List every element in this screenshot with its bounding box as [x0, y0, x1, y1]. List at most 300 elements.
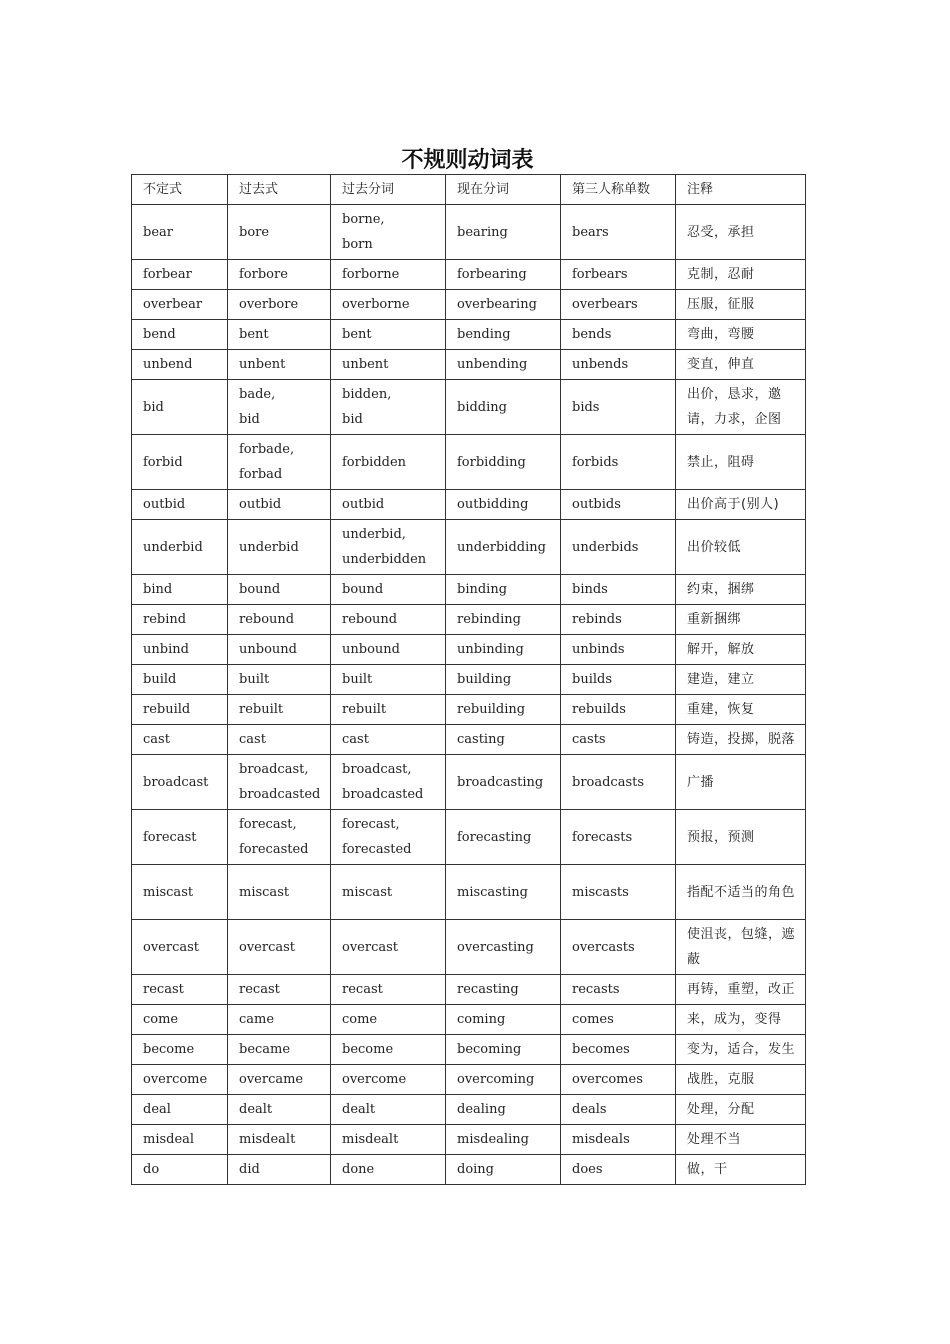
table-row: [132, 320, 806, 350]
cell-text: misdeal: [143, 1132, 195, 1147]
cell-text: recast: [143, 982, 184, 997]
cell-text: rebound: [342, 612, 398, 627]
cell-text: 变为，适合，发生: [687, 1042, 796, 1057]
cell-text: unbend: [143, 357, 193, 372]
cell-note: [676, 865, 806, 920]
cell-text: bind: [143, 582, 173, 597]
cell-text: bid: [143, 399, 164, 415]
cell-present-participle: [446, 350, 561, 380]
cell-note: [676, 1065, 806, 1095]
table-row: [132, 755, 806, 810]
cell-text: 出价较低: [687, 539, 742, 555]
cell-text: underbid: [239, 539, 299, 555]
cell-note: [676, 975, 806, 1005]
table-row: [132, 205, 806, 260]
cell-third-person-singular: [561, 920, 676, 975]
cell-note: [676, 575, 806, 605]
cell-past-participle: [331, 1005, 446, 1035]
cell-text: forecast,: [239, 817, 297, 832]
cell-text: miscast: [143, 884, 194, 900]
table-row: [132, 380, 806, 435]
cell-note: [676, 350, 806, 380]
cell-past-participle: [331, 635, 446, 665]
cell-text: recasting: [457, 982, 519, 997]
cell-past-tense: [228, 1035, 331, 1065]
cell-text: forbade,: [239, 442, 295, 457]
cell-text: broadcast: [143, 774, 209, 790]
table-row: [132, 725, 806, 755]
cell-text: forbears: [572, 267, 628, 282]
cell-present-participle: [446, 725, 561, 755]
cell-past-tense: [228, 605, 331, 635]
cell-infinitive: [132, 755, 228, 810]
cell-past-tense: [228, 1065, 331, 1095]
cell-present-participle: [446, 205, 561, 260]
cell-text: 压服，征服: [687, 297, 755, 312]
cell-text: rebuilt: [342, 702, 387, 717]
cell-infinitive: [132, 1155, 228, 1185]
cell-text: underbid,: [342, 527, 406, 542]
cell-note: [676, 1095, 806, 1125]
cell-text: misdealing: [457, 1132, 529, 1147]
cell-text: miscast: [342, 884, 393, 900]
cell-text: forborne: [342, 267, 400, 282]
cell-note: [676, 665, 806, 695]
cell-text: bidding: [457, 399, 507, 415]
cell-text: unbinding: [457, 642, 524, 657]
cell-text: forbad: [239, 467, 283, 482]
cell-note: [676, 490, 806, 520]
table-row: [132, 635, 806, 665]
cell-text: does: [572, 1162, 603, 1177]
cell-past-participle: [331, 605, 446, 635]
cell-text: 忍受，承担: [687, 224, 755, 240]
cell-present-participle: [446, 920, 561, 975]
cell-text: 广播: [687, 774, 715, 790]
cell-infinitive: [132, 260, 228, 290]
cell-present-participle: [446, 975, 561, 1005]
cell-text: comes: [572, 1012, 614, 1027]
cell-text: misdealt: [342, 1132, 399, 1147]
cell-text: building: [457, 672, 512, 687]
cell-note: [676, 605, 806, 635]
cell-infinitive: [132, 975, 228, 1005]
cell-text: bend: [143, 327, 176, 342]
cell-text: built: [342, 672, 373, 687]
cell-text: unbending: [457, 357, 528, 372]
cell-text: forbearing: [457, 267, 527, 282]
cell-infinitive: [132, 1095, 228, 1125]
cell-note: [676, 520, 806, 575]
cell-infinitive: [132, 1065, 228, 1095]
cell-past-participle: [331, 435, 446, 490]
cell-past-participle: [331, 725, 446, 755]
table-row: [132, 1035, 806, 1065]
cell-third-person-singular: [561, 1065, 676, 1095]
cell-note: [676, 1005, 806, 1035]
cell-past-tense: [228, 635, 331, 665]
cell-text: forecasting: [457, 829, 532, 845]
cell-text: do: [143, 1162, 160, 1177]
cell-text: did: [239, 1162, 260, 1177]
cell-text: 做，干: [687, 1162, 728, 1177]
cell-text: bid: [239, 412, 260, 427]
cell-text: 弯曲，弯腰: [687, 327, 755, 342]
cell-text: 来，成为，变得: [687, 1012, 782, 1027]
cell-text: overcoming: [457, 1072, 535, 1087]
cell-text: forbear: [143, 267, 192, 282]
cell-present-participle: [446, 1125, 561, 1155]
cell-text: recasts: [572, 982, 620, 997]
cell-text: outbid: [143, 497, 186, 512]
cell-infinitive: [132, 520, 228, 575]
cell-text: born: [342, 237, 373, 252]
cell-infinitive: [132, 205, 228, 260]
table-row: [132, 290, 806, 320]
cell-third-person-singular: [561, 520, 676, 575]
cell-third-person-singular: [561, 260, 676, 290]
cell-past-participle: [331, 975, 446, 1005]
cell-third-person-singular: [561, 575, 676, 605]
cell-past-tense: [228, 575, 331, 605]
cell-text: miscast: [239, 884, 290, 900]
cell-past-tense: [228, 350, 331, 380]
cell-infinitive: [132, 635, 228, 665]
cell-text: overbear: [143, 297, 203, 312]
cell-past-tense: [228, 725, 331, 755]
cell-text: 变直，伸直: [687, 357, 755, 372]
cell-text: 约束，捆绑: [687, 582, 755, 597]
cell-third-person-singular: [561, 695, 676, 725]
cell-text: bidden,: [342, 387, 392, 402]
cell-text: forecasted: [239, 842, 309, 857]
cell-note: [676, 725, 806, 755]
cell-text: dealt: [239, 1102, 273, 1117]
cell-text: miscasts: [572, 884, 629, 900]
cell-text: outbidding: [457, 497, 529, 512]
cell-past-participle: [331, 350, 446, 380]
cell-present-participle: [446, 635, 561, 665]
cell-present-participle: [446, 520, 561, 575]
page-title: 不规则动词表: [401, 148, 534, 173]
cell-text: overbearing: [457, 297, 537, 312]
cell-past-participle: [331, 320, 446, 350]
cell-text: overbears: [572, 297, 638, 312]
cell-text: bade,: [239, 387, 276, 402]
cell-text: dealt: [342, 1102, 376, 1117]
cell-text: rebound: [239, 612, 295, 627]
table-row: [132, 1065, 806, 1095]
cell-text: become: [143, 1042, 195, 1057]
table-row: [132, 695, 806, 725]
cell-past-participle: [331, 290, 446, 320]
cell-past-participle: [331, 1065, 446, 1095]
table-row: [132, 605, 806, 635]
cell-text: overcome: [342, 1072, 407, 1087]
cell-text: overcame: [239, 1072, 304, 1087]
cell-present-participle: [446, 380, 561, 435]
cell-third-person-singular: [561, 755, 676, 810]
cell-note: [676, 1035, 806, 1065]
cell-text: build: [143, 672, 177, 687]
header-past-tense: 过去式: [228, 175, 331, 205]
cell-text: deal: [143, 1102, 171, 1117]
cell-past-participle: [331, 490, 446, 520]
cell-text: cast: [143, 732, 170, 747]
cell-text: forecasts: [572, 829, 633, 845]
cell-present-participle: [446, 320, 561, 350]
cell-note: [676, 1155, 806, 1185]
cell-text: 出价高于(别人): [687, 497, 780, 512]
cell-text: unbind: [143, 642, 189, 657]
cell-text: forbids: [572, 454, 619, 470]
cell-present-participle: [446, 1065, 561, 1095]
verb-table: [131, 174, 806, 1185]
cell-text: recast: [239, 982, 280, 997]
cell-text: came: [239, 1012, 275, 1027]
cell-past-participle: [331, 810, 446, 865]
cell-text: unbinds: [572, 642, 625, 657]
cell-note: [676, 290, 806, 320]
cell-past-participle: [331, 1095, 446, 1125]
table-row: [132, 260, 806, 290]
cell-past-participle: [331, 755, 446, 810]
cell-note: [676, 1125, 806, 1155]
cell-text: 指配不适当的角色: [687, 884, 796, 900]
cell-text: forbidden: [342, 454, 407, 470]
cell-text: broadcasting: [457, 774, 544, 790]
table-header-row: [132, 175, 806, 205]
cell-text: broadcast,: [239, 762, 309, 777]
cell-note: [676, 260, 806, 290]
cell-text: rebuilds: [572, 702, 626, 717]
cell-infinitive: [132, 290, 228, 320]
cell-text: 使沮丧，包缝，遮蔽: [687, 927, 796, 967]
cell-text: binds: [572, 582, 608, 597]
cell-text: 处理，分配: [687, 1102, 755, 1117]
table-row: [132, 920, 806, 975]
cell-text: 重建，恢复: [687, 702, 755, 717]
cell-text: 预报，预测: [687, 829, 755, 845]
cell-text: outbid: [342, 497, 385, 512]
cell-text: 克制，忍耐: [687, 267, 755, 282]
cell-present-participle: [446, 755, 561, 810]
table-row: [132, 1125, 806, 1155]
cell-present-participle: [446, 1035, 561, 1065]
cell-text: bent: [239, 327, 269, 342]
cell-present-participle: [446, 1095, 561, 1125]
cell-third-person-singular: [561, 205, 676, 260]
cell-text: underbid: [143, 539, 203, 555]
cell-text: 重新捆绑: [687, 612, 742, 627]
header-infinitive: 不定式: [132, 175, 228, 205]
header-present-participle: 现在分词: [446, 175, 561, 205]
cell-text: forecast: [143, 829, 197, 845]
cell-text: overcast: [143, 939, 200, 955]
table-body: [132, 205, 806, 1185]
cell-third-person-singular: [561, 290, 676, 320]
cell-text: bears: [572, 224, 609, 240]
cell-present-participle: [446, 605, 561, 635]
cell-third-person-singular: [561, 1155, 676, 1185]
cell-infinitive: [132, 350, 228, 380]
cell-text: casts: [572, 732, 606, 747]
cell-text: forecast,: [342, 817, 400, 832]
cell-present-participle: [446, 490, 561, 520]
table-row: [132, 490, 806, 520]
cell-text: misdeals: [572, 1132, 630, 1147]
cell-third-person-singular: [561, 320, 676, 350]
cell-text: bound: [342, 582, 384, 597]
cell-third-person-singular: [561, 1095, 676, 1125]
cell-past-tense: [228, 1125, 331, 1155]
header-past-participle: 过去分词: [331, 175, 446, 205]
cell-past-tense: [228, 755, 331, 810]
cell-past-tense: [228, 320, 331, 350]
cell-text: deals: [572, 1102, 607, 1117]
cell-text: bending: [457, 327, 511, 342]
cell-text: borne,: [342, 212, 385, 227]
cell-text: unbound: [239, 642, 297, 657]
cell-past-tense: [228, 205, 331, 260]
cell-text: broadcast,: [342, 762, 412, 777]
cell-text: bearing: [457, 224, 508, 240]
cell-note: [676, 810, 806, 865]
cell-past-tense: [228, 920, 331, 975]
cell-past-tense: [228, 1155, 331, 1185]
cell-third-person-singular: [561, 1005, 676, 1035]
cell-infinitive: [132, 810, 228, 865]
cell-text: recast: [342, 982, 383, 997]
cell-infinitive: [132, 490, 228, 520]
cell-text: builds: [572, 672, 613, 687]
cell-third-person-singular: [561, 810, 676, 865]
cell-text: overbore: [239, 297, 299, 312]
cell-note: [676, 920, 806, 975]
cell-text: 解开，解放: [687, 642, 755, 657]
cell-past-participle: [331, 380, 446, 435]
cell-text: casting: [457, 732, 505, 747]
cell-text: forecasted: [342, 842, 412, 857]
cell-text: overborne: [342, 297, 410, 312]
cell-text: bear: [143, 224, 173, 240]
cell-past-participle: [331, 1125, 446, 1155]
header-third-person-singular: 第三人称单数: [561, 175, 676, 205]
cell-text: bid: [342, 412, 363, 427]
cell-text: bent: [342, 327, 372, 342]
cell-third-person-singular: [561, 490, 676, 520]
header-notes: 注释: [676, 175, 806, 205]
table-row: [132, 520, 806, 575]
cell-text: became: [239, 1042, 291, 1057]
cell-text: 建造，建立: [687, 672, 755, 687]
cell-third-person-singular: [561, 605, 676, 635]
table-row: [132, 975, 806, 1005]
cell-third-person-singular: [561, 665, 676, 695]
cell-present-participle: [446, 435, 561, 490]
cell-note: [676, 695, 806, 725]
table-row: [132, 575, 806, 605]
cell-text: come: [342, 1012, 378, 1027]
cell-text: outbid: [239, 497, 282, 512]
cell-text: forbid: [143, 454, 183, 470]
cell-present-participle: [446, 260, 561, 290]
cell-present-participle: [446, 810, 561, 865]
cell-text: 铸造，投掷，脱落: [687, 732, 796, 747]
cell-past-participle: [331, 260, 446, 290]
cell-past-tense: [228, 975, 331, 1005]
cell-past-participle: [331, 1035, 446, 1065]
cell-past-participle: [331, 520, 446, 575]
cell-past-tense: [228, 490, 331, 520]
cell-text: overcasting: [457, 939, 534, 955]
cell-text: broadcasted: [239, 787, 321, 802]
cell-third-person-singular: [561, 350, 676, 380]
table-row: [132, 810, 806, 865]
cell-past-participle: [331, 1155, 446, 1185]
cell-text: rebuild: [143, 702, 191, 717]
cell-past-tense: [228, 260, 331, 290]
cell-infinitive: [132, 695, 228, 725]
cell-present-participle: [446, 290, 561, 320]
cell-text: becomes: [572, 1042, 630, 1057]
cell-infinitive: [132, 320, 228, 350]
cell-present-participle: [446, 695, 561, 725]
cell-present-participle: [446, 1005, 561, 1035]
cell-text: bound: [239, 582, 281, 597]
cell-past-participle: [331, 665, 446, 695]
cell-text: 战胜，克服: [687, 1072, 755, 1087]
cell-past-tense: [228, 810, 331, 865]
cell-third-person-singular: [561, 1125, 676, 1155]
cell-note: [676, 320, 806, 350]
cell-text: broadcasted: [342, 787, 424, 802]
cell-note: [676, 755, 806, 810]
cell-text: cast: [239, 732, 266, 747]
cell-third-person-singular: [561, 725, 676, 755]
cell-past-tense: [228, 380, 331, 435]
cell-past-tense: [228, 520, 331, 575]
cell-text: miscasting: [457, 884, 528, 900]
cell-past-tense: [228, 695, 331, 725]
cell-infinitive: [132, 1005, 228, 1035]
cell-text: come: [143, 1012, 179, 1027]
cell-text: 再铸，重塑，改正: [687, 982, 796, 997]
cell-past-participle: [331, 575, 446, 605]
cell-text: rebuilding: [457, 702, 526, 717]
cell-infinitive: [132, 605, 228, 635]
cell-past-tense: [228, 1095, 331, 1125]
cell-note: [676, 435, 806, 490]
cell-text: broadcasts: [572, 774, 645, 790]
cell-infinitive: [132, 380, 228, 435]
table-row: [132, 1005, 806, 1035]
cell-text: rebinds: [572, 612, 622, 627]
table-row: [132, 350, 806, 380]
cell-text: cast: [342, 732, 369, 747]
table-row: [132, 435, 806, 490]
cell-text: underbidding: [457, 539, 546, 555]
cell-text: underbids: [572, 539, 639, 555]
cell-text: unbends: [572, 357, 629, 372]
cell-infinitive: [132, 725, 228, 755]
cell-text: done: [342, 1162, 375, 1177]
cell-text: becoming: [457, 1042, 522, 1057]
cell-past-tense: [228, 865, 331, 920]
table-row: [132, 665, 806, 695]
cell-text: dealing: [457, 1102, 506, 1117]
cell-text: underbidden: [342, 552, 427, 567]
